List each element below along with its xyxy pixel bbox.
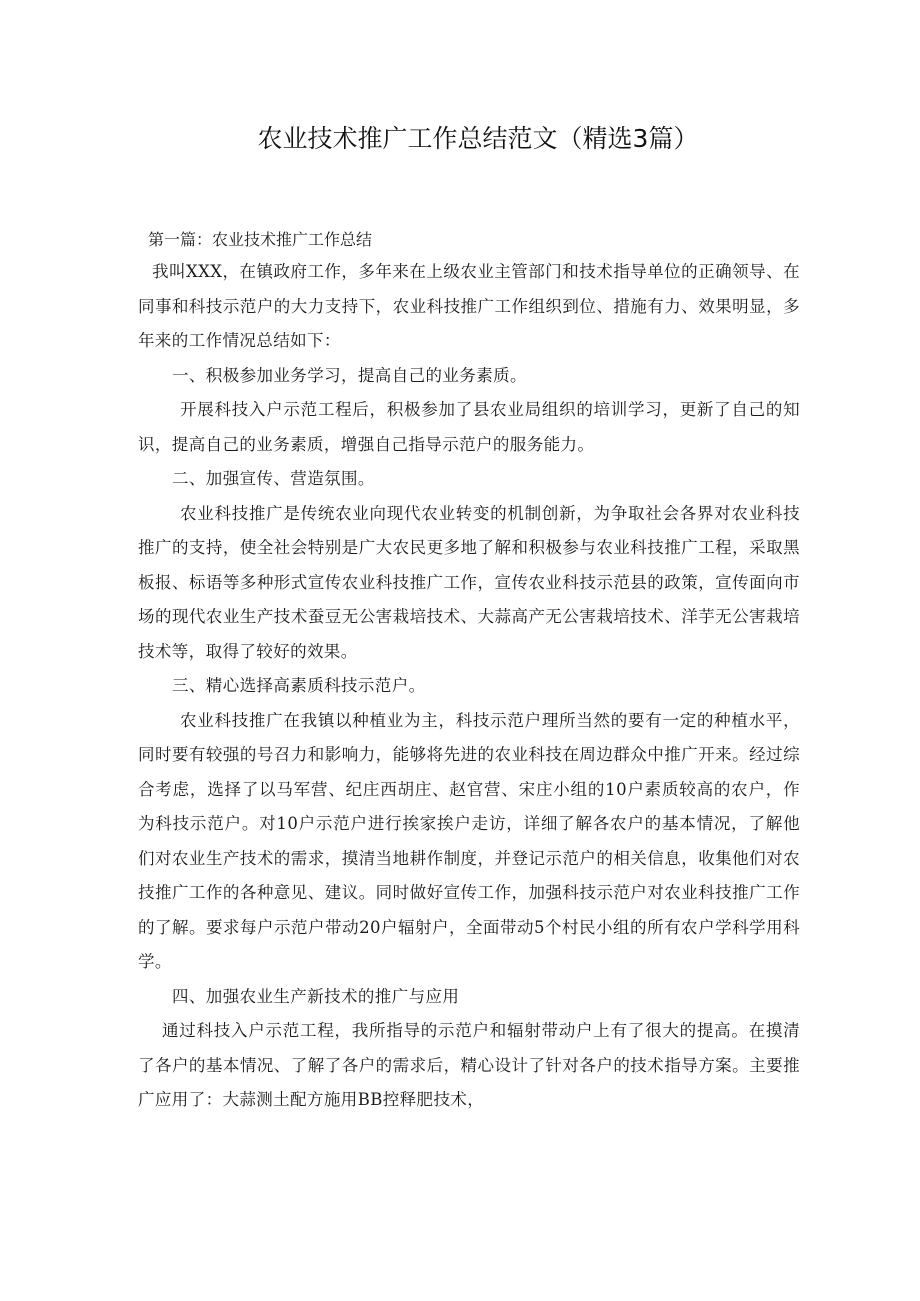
paragraph: 通过科技入户示范工程，我所指导的示范户和辐射带动户上有了很大的提高。在摸清了各户的基本情况、了解了各户的需求后，精心设计了针对各户的技术指导方案。主要推广应用了：大蒜测土配方施用BB控释肥技术， — [138, 1021, 800, 1109]
document-body — [138, 227, 800, 1118]
paragraph: 开展科技入户示范工程后，积极参加了县农业局组织的培训学习，更新了自己的知识，提高自己的业务素质，增强自己指导示范户的服务能力。 — [138, 400, 800, 454]
heading-paragraph: 一、积极参加业务学习，提高自己的业务素质。 — [172, 365, 527, 385]
page-title: 农业技术推广工作总结范文（精选3篇） — [257, 124, 699, 153]
paragraph: 我叫XXX，在镇政府工作，多年来在上级农业主管部门和技术指导单位的正确领导、在同事和科技示范户的大力支持下，农业科技推广工作组织到位、措施有力、效果明显，多年来的工作情况总结如下： — [138, 262, 800, 350]
heading-paragraph: 三、精心选择高素质科技示范户。 — [172, 676, 426, 695]
section-title: 第一篇：农业技术推广工作总结 — [148, 230, 373, 249]
paragraph: 农业科技推广在我镇以种植业为主，科技示范户理所当然的要有一定的种植水平，同时要有较强的号召力和影响力，能够将先进的农业科技在周边群众中推广开来。经过综合考虑，选择了以马军营、纪庄西胡庄、赵官营、宋庄小组的10户素质较高的农户，作为科技示范户。对10户示范户进行挨家挨户走访，详细了解各农户的基本情况，了解他们对农业生产技术的需求，摸清当地耕作制度，并登记示范户的相关信息，收集他们对农技推广工作的各种意见、建议。同时做好宣传工作，加强科技示范户对农业科技推广工作的了解。要求每户示范户带动20户辐射户，全面带动5个村民小组的所有农户学科学用科学。 — [138, 710, 800, 971]
heading-paragraph: 四、加强农业生产新技术的推广与应用 — [172, 986, 460, 1006]
paragraph: 农业科技推广是传统农业向现代农业转变的机制创新，为争取社会各界对农业科技推广的支持，使全社会特别是广大农民更多地了解和积极参与农业科技推广工程，采取黑板报、标语等多种形式宣传农业科技推广工作，宣传农业科技示范县的政策，宣传面向市场的现代农业生产技术蚕豆无公害栽培技术、大蒜高产无公害栽培技术、洋芋无公害栽培技术等，取得了较好的效果。 — [138, 503, 800, 661]
heading-paragraph: 二、加强宣传、营造氛围。 — [172, 469, 375, 488]
